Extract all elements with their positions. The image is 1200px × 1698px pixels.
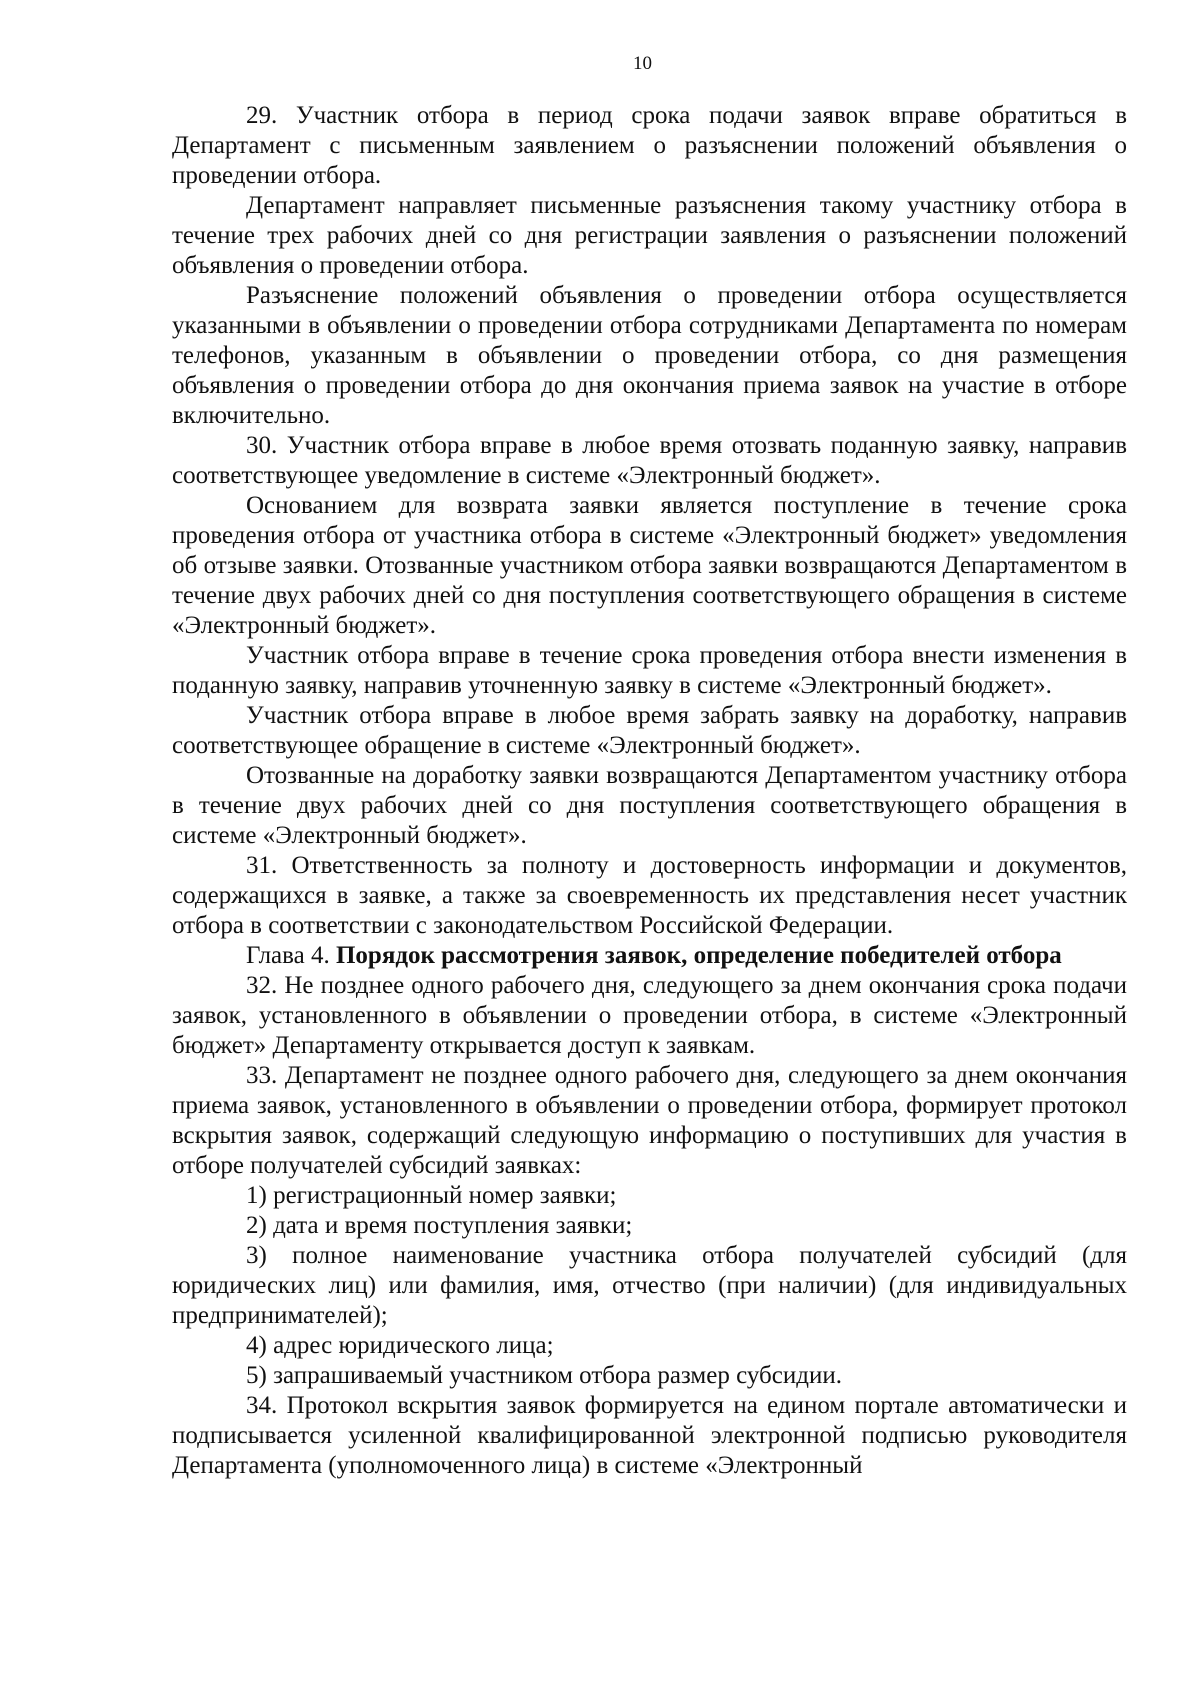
paragraph-32: 32. Не позднее одного рабочего дня, следующего за днем окончания срока подачи заявок, установленного в объявлении о проведении отбора, в системе «Электронный бюджет» Департаменту открывается доступ к заявкам. — [172, 972, 1127, 1059]
paragraph-30-revision: Участник отбора вправе в любое время забрать заявку на доработку, направив соответствующее обращение в системе «Электронный бюджет». — [172, 702, 1127, 759]
paragraph-30-changes: Участник отбора вправе в течение срока проведения отбора внести изменения в поданную заявку, направив уточненную заявку в системе «Электронный бюджет». — [172, 642, 1127, 699]
paragraph-30-return-basis: Основанием для возврата заявки является поступление в течение срока проведения отбора от участника отбора в системе «Электронный бюджет» уведомления об отзыве заявки. Отозванные участником отбора заявки возвращаются Департаментом в течение двух рабочих дней со дня поступления соответствующего обращения в системе «Электронный бюджет». — [172, 492, 1127, 639]
paragraph-29: 29. Участник отбора в период срока подачи заявок вправе обратиться в Департамент с письменным заявлением о разъяснении положений объявления о проведении отбора. — [172, 102, 1127, 189]
page-number: 10 — [633, 53, 652, 74]
chapter-heading — [172, 941, 1127, 971]
list-item-5: 5) запрашиваемый участником отбора размер субсидии. — [246, 1362, 842, 1389]
chapter-title: Порядок рассмотрения заявок, определение победителей отбора — [335, 942, 1062, 969]
paragraph-31: 31. Ответственность за полноту и достоверность информации и документов, содержащихся в заявке, а также за своевременность их представления несет участник отбора в соответствии с законодательством Российской Федерации. — [172, 852, 1127, 939]
paragraph-33: 33. Департамент не позднее одного рабочего дня, следующего за днем окончания приема заявок, установленного в объявлении о проведении отбора, формирует протокол вскрытия заявок, содержащий следующую информацию о поступивших для участия в отборе получателей субсидий заявках: — [172, 1062, 1127, 1179]
list-item-2: 2) дата и время поступления заявки; — [246, 1212, 633, 1239]
list-item-3: 3) полное наименование участника отбора получателей субсидий (для юридических лиц) или фамилия, имя, отчество (при наличии) (для индивидуальных предпринимателей); — [172, 1242, 1127, 1329]
list-item-4: 4) адрес юридического лица; — [246, 1332, 554, 1359]
paragraph-34: 34. Протокол вскрытия заявок формируется на едином портале автоматически и подписывается усиленной квалифицированной электронной подписью руководителя Департамента (уполномоченного лица) в системе «Электронный — [172, 1392, 1127, 1479]
paragraph-29-explanation: Разъяснение положений объявления о проведении отбора осуществляется указанными в объявлении о проведении отбора сотрудниками Департамента по номерам телефонов, указанным в объявлении о проведении отбора, со дня размещения объявления о проведении отбора до дня окончания приема заявок на участие в отборе включительно. — [172, 282, 1127, 429]
list-item-1: 1) регистрационный номер заявки; — [246, 1182, 617, 1209]
paragraph-30: 30. Участник отбора вправе в любое время отозвать поданную заявку, направив соответствующее уведомление в системе «Электронный бюджет». — [172, 432, 1127, 489]
paragraph-30-revision-return: Отозванные на доработку заявки возвращаются Департаментом участнику отбора в течение двух рабочих дней со дня поступления соответствующего обращения в системе «Электронный бюджет». — [172, 762, 1127, 849]
chapter-prefix: Глава 4. — [246, 942, 336, 969]
document-body — [172, 101, 1127, 1481]
paragraph-29-clarification: Департамент направляет письменные разъяснения такому участнику отбора в течение трех рабочих дней со дня регистрации заявления о разъяснении положений объявления о проведении отбора. — [172, 192, 1127, 279]
